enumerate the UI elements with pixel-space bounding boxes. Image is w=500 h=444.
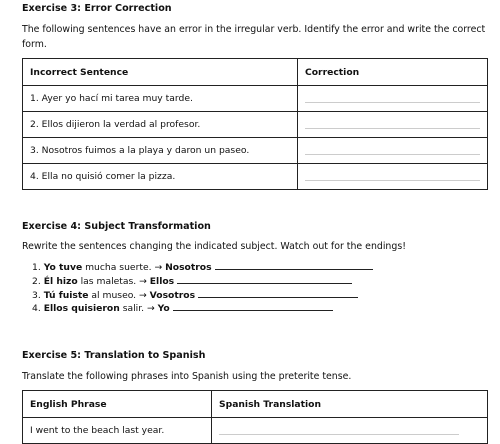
sentence-rest: al museo. <box>91 289 137 301</box>
table-row <box>23 112 488 138</box>
table-row <box>23 418 488 444</box>
answer-line[interactable] <box>173 301 333 311</box>
sentence-rest: mucha suerte. <box>85 262 152 273</box>
original-verb: Él hizo <box>43 275 78 287</box>
list-item <box>32 260 373 274</box>
answer-line <box>305 102 480 103</box>
item-number: 2. <box>32 275 41 287</box>
answer-line[interactable] <box>177 274 352 284</box>
arrow-icon: → <box>139 289 147 301</box>
exercise-3-title: Exercise 3: Error Correction <box>22 3 172 14</box>
original-verb: Tú fuiste <box>43 289 89 301</box>
item-number: 4. <box>32 303 41 315</box>
new-subject: Nosotros <box>165 262 212 273</box>
list-item <box>32 288 373 302</box>
sentence-rest: salir. <box>122 303 145 315</box>
original-verb: Ellos quisieron <box>43 303 120 315</box>
answer-line <box>305 180 480 181</box>
exercise-4-title: Exercise 4: Subject Transformation <box>22 221 211 232</box>
incorrect-sentence-3: 3. Nosotros fuimos a la playa y daron un paseo. <box>23 138 298 164</box>
translation-cell-1[interactable] <box>212 418 488 444</box>
header-incorrect-sentence: Incorrect Sentence <box>23 59 298 86</box>
correction-cell-2[interactable] <box>298 112 488 138</box>
arrow-icon: → <box>154 262 163 273</box>
answer-line[interactable] <box>198 288 358 298</box>
header-english-phrase: English Phrase <box>23 391 212 418</box>
transformation-list <box>32 260 373 315</box>
list-item <box>32 274 373 288</box>
arrow-icon: → <box>139 275 147 287</box>
table-header-row <box>23 391 488 418</box>
error-correction-table <box>22 58 488 190</box>
answer-line <box>305 128 480 129</box>
exercise-4-instructions: Rewrite the sentences changing the indicated subject. Watch out for the endings! <box>22 241 406 252</box>
header-spanish-translation: Spanish Translation <box>212 391 488 418</box>
new-subject: Vosotros <box>149 289 196 301</box>
answer-line[interactable] <box>215 260 373 270</box>
incorrect-sentence-2: 2. Ellos dijieron la verdad al profesor. <box>23 112 298 138</box>
table-header-row <box>23 59 488 86</box>
exercise-3-instructions: The following sentences have an error in the irregular verb. Identify the error and write the correct form. <box>22 24 486 50</box>
list-item <box>32 301 373 315</box>
item-number: 1. <box>32 262 41 273</box>
correction-cell-4[interactable] <box>298 164 488 190</box>
incorrect-sentence-1: 1. Ayer yo hací mi tarea muy tarde. <box>23 86 298 112</box>
translation-table <box>22 390 488 444</box>
table-row <box>23 86 488 112</box>
table-row <box>23 138 488 164</box>
answer-line <box>305 154 480 155</box>
table-row <box>23 164 488 190</box>
arrow-icon: → <box>147 303 155 315</box>
original-verb: Yo tuve <box>43 262 83 273</box>
sentence-rest: las maletas. <box>80 275 137 287</box>
new-subject: Ellos <box>149 275 175 287</box>
english-phrase-1: I went to the beach last year. <box>23 418 212 444</box>
incorrect-sentence-4: 4. Ella no quisió comer la pizza. <box>23 164 298 190</box>
new-subject: Yo <box>157 303 170 315</box>
exercise-5-instructions: Translate the following phrases into Spanish using the preterite tense. <box>22 371 352 382</box>
item-number: 3. <box>32 289 41 301</box>
correction-cell-1[interactable] <box>298 86 488 112</box>
header-correction: Correction <box>298 59 488 86</box>
exercise-5-title: Exercise 5: Translation to Spanish <box>22 350 206 361</box>
correction-cell-3[interactable] <box>298 138 488 164</box>
answer-line <box>219 434 459 435</box>
